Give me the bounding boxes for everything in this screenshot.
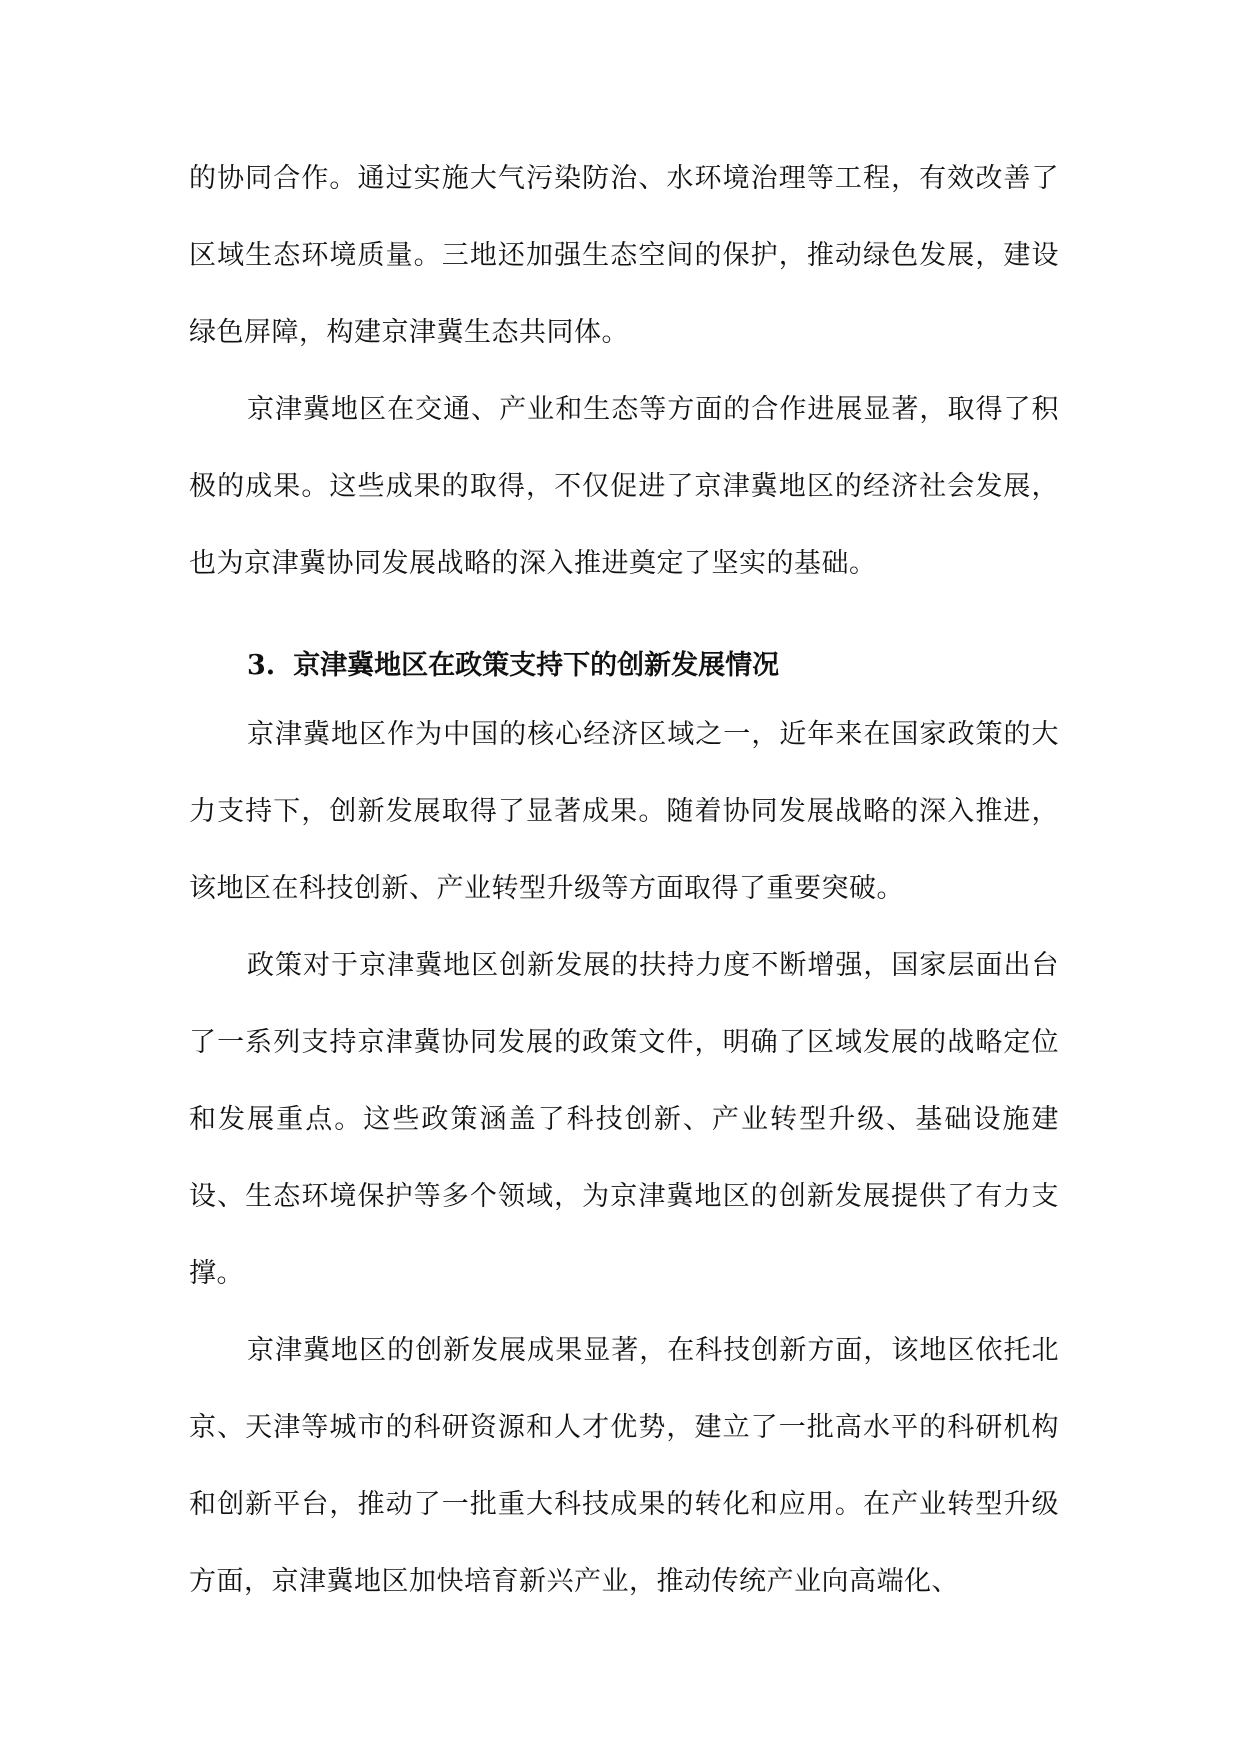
paragraph-policy-support: 政策对于京津冀地区创新发展的扶持力度不断增强，国家层面出台了一系列支持京津冀协同发展的政策文件，明确了区域发展的战略定位和发展重点。这些政策涵盖了科技创新、产业转型升级、基础设施建设、生态环境保护等多个领域，为京津冀地区的创新发展提供了有力支撑。 <box>189 950 1059 1289</box>
section-title: 京津冀地区在政策支持下的创新发展情况 <box>293 650 780 681</box>
paragraph-innovation-overview: 京津冀地区作为中国的核心经济区域之一，近年来在国家政策的大力支持下，创新发展取得了显著成果。随着协同发展战略的深入推进，该地区在科技创新、产业转型升级等方面取得了重要突破。 <box>189 719 1059 904</box>
paragraph-innovation-results: 京津冀地区的创新发展成果显著，在科技创新方面，该地区依托北京、天津等城市的科研资源和人才优势，建立了一批高水平的科研机构和创新平台，推动了一批重大科技成果的转化和应用。在产业转型升级方面，京津冀地区加快培育新兴产业，推动传统产业向高端化、 <box>189 1335 1059 1597</box>
paragraph-ecology-continued: 的协同合作。通过实施大气污染防治、水环境治理等工程，有效改善了区域生态环境质量。三地还加强生态空间的保护，推动绿色发展，建设绿色屏障，构建京津冀生态共同体。 <box>189 163 1059 348</box>
section-heading <box>189 622 1059 704</box>
section-number: 3. <box>247 650 276 681</box>
paragraph-cooperation-summary: 京津冀地区在交通、产业和生态等方面的合作进展显著，取得了积极的成果。这些成果的取得，不仅促进了京津冀地区的经济社会发展，也为京津冀协同发展战略的深入推进奠定了坚实的基础。 <box>189 394 1059 579</box>
document-body <box>189 140 1059 1620</box>
